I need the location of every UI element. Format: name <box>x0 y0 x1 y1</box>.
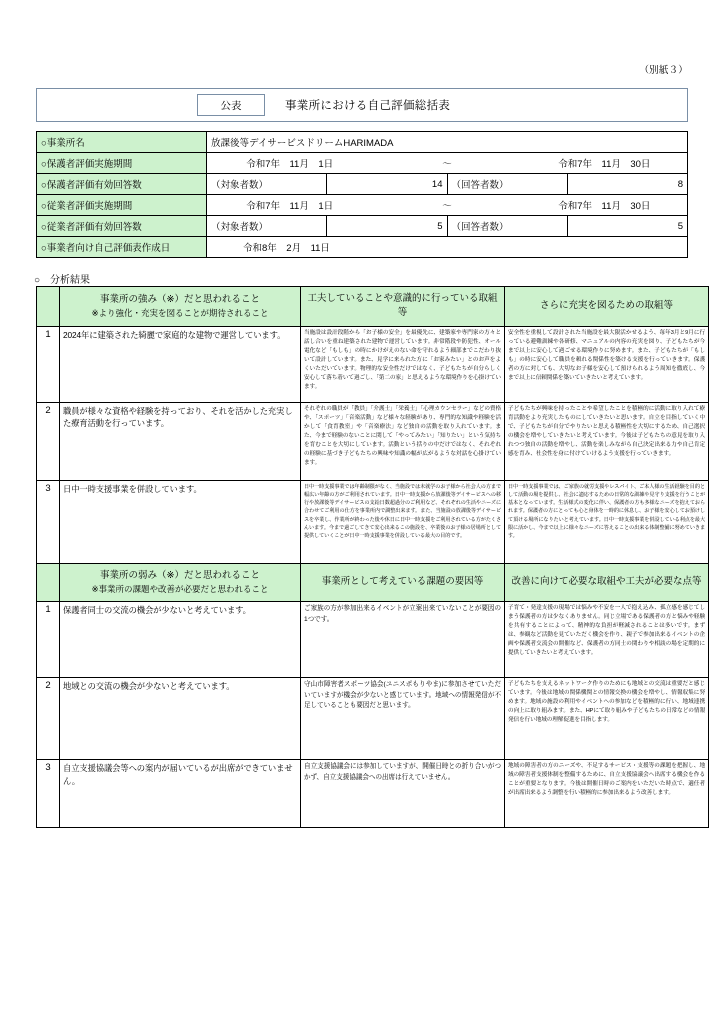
guardian-respondent-value: 8 <box>567 174 687 195</box>
weaknesses-header-number <box>37 564 60 602</box>
weaknesses-cause-text: 自立支援協議会には参加していますが、開催日時との折り合いがつかず、自立支援協議会への出席は行えていません。 <box>301 760 505 828</box>
info-label-guardian-responses: ○保護者評価有効回答数 <box>37 174 207 195</box>
table-row <box>37 195 688 216</box>
guardian-target-value: 14 <box>327 174 447 195</box>
table-row <box>37 760 709 828</box>
staff-respondent-value: 5 <box>567 216 687 237</box>
table-row <box>37 602 709 678</box>
strengths-efforts-text: 日中一時支援事業では年齢制限がなく、当施設では未就学のお子様から社会人の方まで幅広い年齢の方がご利用されています。日中一時支援から放課後等デイサービスへの移行や放課後等デイサービスの支給日数超過分のご利用など、それぞれの生活やニーズに合わせてご利用の仕方を事業所内で調整出来ます。また、当施設の放課後等デイサービスを卒業し、作業所が終わった後や休日に日中一時支援をご利用されている方がたくさんいます。今まで過ごしてきて安心出来るこの施設を、卒業後のお子様の居場所として提供していくことが日中一時支援事業を併設している最大の目的です。 <box>301 480 505 568</box>
strengths-row-number: 2 <box>37 402 60 480</box>
info-label-staff-responses: ○従業者評価有効回答数 <box>37 216 207 237</box>
weaknesses-cause-text: ご家族の方が参加出来るイベントが立案出来ていないことが要因の1つです。 <box>301 602 505 678</box>
staff-period-end: 令和7年 11月 30日 <box>558 201 651 212</box>
table-row <box>37 402 709 480</box>
strengths-further-text: 日中一時支援事業では、ご家族の就労支援やレスパイト、ご本人様の生活経験を目的として活動の場を提供し、社会に適応するための日常的な訓練や見守り支援を行うことが基本となっています。生活様式の変化に伴い、保護者の方も多様なニーズを抱えておられます。保護者の方にとっても心と身体を一時的に休息し、お子様を安心してお預けして頂ける場所になりたいと考えています。日中一時支援事業を併設している利点を最大限に活かし、今まで以上に様々なニーズに答えることの出来る体制整備に努めていきます。 <box>505 480 709 568</box>
weaknesses-header-col1-line2: ※事業所の課題や改善が必要だと思われること <box>91 584 269 595</box>
info-label-creation-date: ○事業者向け自己評価表作成日 <box>37 237 207 258</box>
page-title: 事業所における自己評価総括表 <box>285 100 451 112</box>
info-label-facility-name: ○事業所名 <box>37 132 207 153</box>
weaknesses-improvement-text: 子どもたちを支えるネットワーク作りのためにも地域との交流は重要だと感じています。今後は地域の関係機関との情報交換の機会を増やし、情報収集に努めます。地域の施設の利用やイベントへの参加などを積極的に行い、地域連携の向上に取り組みます。また、HPにて取り組みや子どもたちの日常などの情報発信を行い地域の理解促進を目指します。 <box>505 678 709 760</box>
strengths-row-number: 1 <box>37 326 60 402</box>
info-value-staff-period <box>207 195 688 216</box>
info-label-staff-period: ○従業者評価実施期間 <box>37 195 207 216</box>
strengths-header-col3: さらに充実を図るための取組等 <box>505 287 709 327</box>
table-row <box>37 237 688 258</box>
form-reference-note: （別紙３） <box>639 65 688 76</box>
strengths-further-text: 子どもたちが興味を持ったことや希望したことを積極的に活動に取り入れて療育活動をより充実したものにしていきたいと思います。自立を目指していく中で、子どもたちが自分でやりたいと思える積極性を大切にするため、自己選択の機会を増やしていきたいと考えています。今後は子どもたちの意見を取り入れつつ独自の活動を増やし、活動を楽しみながら自己決定出来る力や自己肯定感を育み、社会性を身に付けていけるよう支援を行っていきます。 <box>505 402 709 480</box>
weaknesses-header-col1-line1: 事業所の弱み（※）だと思われること <box>100 570 260 581</box>
weaknesses-table <box>36 563 709 828</box>
strengths-strength-text: 職員が様々な資格や経験を持っており、それを活かした充実した療育活動を行っています。 <box>60 402 301 480</box>
strengths-header-col1-line1: 事業所の強み（※）だと思われること <box>100 293 260 305</box>
table-header-row <box>37 287 709 327</box>
staff-target-label: （対象者数） <box>207 216 327 237</box>
weaknesses-weakness-text: 保護者同士の交流の機会が少ないと考えています。 <box>60 602 301 678</box>
info-value-facility-name: 放課後等デイサービスドリームHARIMADA <box>207 132 688 153</box>
weaknesses-header-col3: 改善に向けて必要な取組や工夫が必要な点等 <box>505 564 709 602</box>
weaknesses-improvement-text: 子育て・発達支援の現場では悩みや不安を一人で抱え込み、孤立感を感じてしまう保護者の方は少なくありません。同じ立場である保護者の方と悩みや経験を共有することによって、精神的な負担が軽減されることは多いです。まずは、参観など活動を見ていただく機会を作り、親子で参加出来るイベントの企画や保護者交流会の開催など、保護者の方同士の関わりや相談の場を定期的に提供していきたいと考えています。 <box>505 602 709 678</box>
weaknesses-improvement-text: 地域の障害者の方のニーズや、不足するサービス・支援等の課題を把握し、地域の障害者支援体制を整備するために、自立支援協議会へ出席する機会を作ることが重要となります。今後は開催日時のご案内をいただいた時点で、適任者が出席出来るよう調整を行い積極的に参加出来るよう改善します。 <box>505 760 709 828</box>
table-row <box>37 480 709 568</box>
table-row <box>37 132 688 153</box>
table-row <box>37 326 709 402</box>
table-row <box>37 678 709 760</box>
weaknesses-header-col1 <box>60 564 301 602</box>
weaknesses-header-col2: 事業所として考えている課題の要因等 <box>301 564 505 602</box>
strengths-efforts-text: 当施設は設計段階から「お子様の安全」を最優先に、建築家や専門家の方々と話し合いを重ね建築された建物で運営しています。非常階段や防犯性、オール電化など「もしも」の時にかけがえのない命を守れるよう細部までこだわり抜いて設計しています。また、見学に来られた方に「お家みたい」とのお声をよくいただいています。物理的な安全性だけではなく、子どもたちが自分らしく安心して落ち着いて過ごし、「第二の家」と思えるような環境作りを心掛けています。 <box>301 326 505 402</box>
weaknesses-weakness-text: 自立支援協議会等への案内が届いているが出席ができていません。 <box>60 760 301 828</box>
table-row <box>37 174 688 195</box>
staff-target-value: 5 <box>327 216 447 237</box>
strengths-strength-text: 日中一時支援事業を併設しています。 <box>60 480 301 568</box>
table-header-row <box>37 564 709 602</box>
strengths-header-col1 <box>60 287 301 327</box>
publication-badge: 公表 <box>197 94 265 116</box>
guardian-period-start: 令和7年 11月 1日 <box>246 159 334 170</box>
guardian-period-end: 令和7年 11月 30日 <box>558 159 651 170</box>
guardian-target-label: （対象者数） <box>207 174 327 195</box>
document-title-bar <box>36 88 688 122</box>
strengths-table <box>36 286 709 569</box>
info-label-guardian-period: ○保護者評価実施期間 <box>37 153 207 174</box>
weaknesses-row-number: 2 <box>37 678 60 760</box>
strengths-header-number <box>37 287 60 327</box>
table-row <box>37 153 688 174</box>
weaknesses-row-number: 3 <box>37 760 60 828</box>
strengths-efforts-text: それぞれの職員が「教員」「介護士」「栄養士」「心理カウンセラー」などの資格や、「スポーツ」「音楽活動」など様々な経験があり、専門的な知識や経験を活かして「食育教室」や「音楽療法」など独自の活動を取り入れています。また、今まで経験のないことに関して「やってみたい」「知りたい」という気持ちを育むことを大切にしています。活動という括りの中だけではなく、それぞれの経験に基づき子どもたちの興味や知識の幅が広がるような対話を心掛けています。 <box>301 402 505 480</box>
guardian-period-tilde: ～ <box>442 159 452 170</box>
table-row <box>37 216 688 237</box>
weaknesses-weakness-text: 地域との交流の機会が少ないと考えています。 <box>60 678 301 760</box>
staff-respondent-label: （回答者数） <box>447 216 567 237</box>
facility-info-table <box>36 131 688 258</box>
analysis-section-heading: ○ 分析結果 <box>34 275 91 286</box>
guardian-respondent-label: （回答者数） <box>447 174 567 195</box>
staff-period-start: 令和7年 11月 1日 <box>246 201 334 212</box>
strengths-header-col1-line2: ※より強化・充実を図ることが期待されること <box>91 308 269 318</box>
weaknesses-row-number: 1 <box>37 602 60 678</box>
weaknesses-cause-text: 守山市障害者スポーツ協会(ユニスポもりやま)に参加させていただいていますが機会が少ないと感じています。地域への情報発信が不足していることも要因だと思います。 <box>301 678 505 760</box>
info-value-creation-date: 令和8年 2月 11日 <box>207 237 688 258</box>
strengths-further-text: 安全性を重視して設計された当施設を最大限活かせるよう、毎年3月と9月に行っている避難訓練や各研修、マニュアルの内容の充実を図り、子どもたちが今まで以上に安心して過ごせる環境作りに努めます。また、子どもたちが「もしも」の時に安心して職員を頼れる関係性を築ける支援を行っていきます。保護者の方に対しても、大切なお子様を安心して預けられるよう周知を徹底し、今まで以上に信頼関係を築いていきたいと考えています。 <box>505 326 709 402</box>
info-value-guardian-period <box>207 153 688 174</box>
staff-period-tilde: ～ <box>442 201 452 212</box>
strengths-strength-text: 2024年に建築された綺麗で家庭的な建物で運営しています。 <box>60 326 301 402</box>
strengths-header-col2: 工夫していることや意識的に行っている取組等 <box>301 287 505 327</box>
strengths-row-number: 3 <box>37 480 60 568</box>
